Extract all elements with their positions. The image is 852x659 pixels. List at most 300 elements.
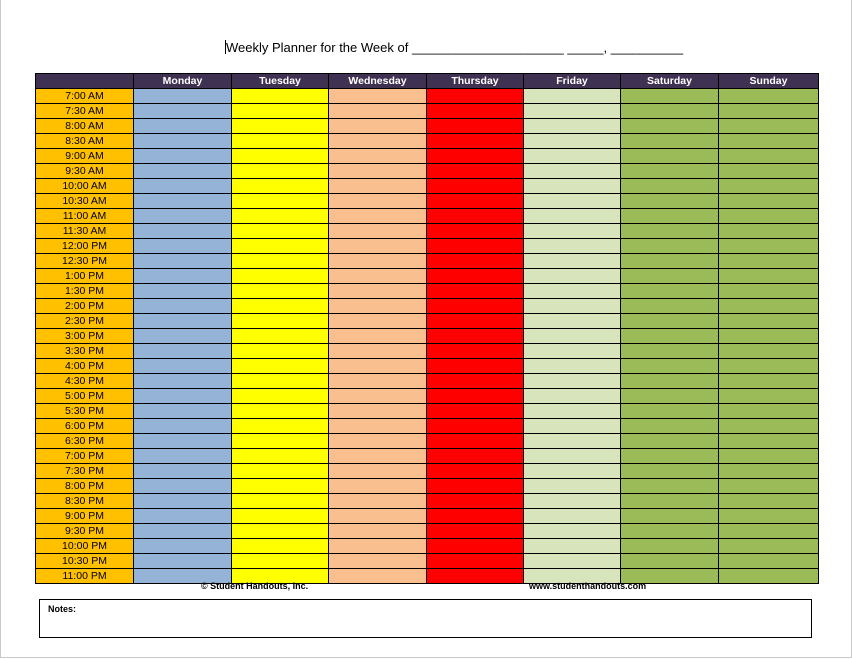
slot-cell-tuesday[interactable] <box>232 299 329 314</box>
slot-cell-wednesday[interactable] <box>329 374 427 389</box>
slot-cell-thursday[interactable] <box>427 299 524 314</box>
slot-cell-tuesday[interactable] <box>232 164 329 179</box>
time-label: 12:30 PM <box>36 254 134 269</box>
slot-cell-monday[interactable] <box>134 164 232 179</box>
time-slot-row <box>36 194 819 209</box>
slot-cell-tuesday[interactable] <box>232 119 329 134</box>
slot-cell-friday[interactable] <box>524 209 621 224</box>
time-label: 1:30 PM <box>36 284 134 299</box>
slot-cell-thursday[interactable] <box>427 134 524 149</box>
day-header-thursday: Thursday <box>427 74 524 89</box>
slot-cell-sunday[interactable] <box>719 119 819 134</box>
time-label: 8:30 PM <box>36 494 134 509</box>
slot-cell-wednesday[interactable] <box>329 509 427 524</box>
slot-cell-sunday[interactable] <box>719 464 819 479</box>
slot-cell-saturday[interactable] <box>621 449 719 464</box>
time-label: 6:30 PM <box>36 434 134 449</box>
time-slot-row <box>36 269 819 284</box>
slot-cell-sunday[interactable] <box>719 419 819 434</box>
slot-cell-friday[interactable] <box>524 149 621 164</box>
slot-cell-tuesday[interactable] <box>232 509 329 524</box>
slot-cell-friday[interactable] <box>524 494 621 509</box>
slot-cell-saturday[interactable] <box>621 194 719 209</box>
slot-cell-tuesday[interactable] <box>232 284 329 299</box>
slot-cell-sunday[interactable] <box>719 314 819 329</box>
slot-cell-monday[interactable] <box>134 194 232 209</box>
time-label: 5:00 PM <box>36 389 134 404</box>
time-slot-row <box>36 314 819 329</box>
slot-cell-sunday[interactable] <box>719 404 819 419</box>
time-label: 10:00 AM <box>36 179 134 194</box>
time-slot-row <box>36 179 819 194</box>
day-header-sunday: Sunday <box>719 74 819 89</box>
slot-cell-friday[interactable] <box>524 89 621 104</box>
slot-cell-friday[interactable] <box>524 299 621 314</box>
slot-cell-monday[interactable] <box>134 299 232 314</box>
slot-cell-wednesday[interactable] <box>329 419 427 434</box>
time-slot-row <box>36 209 819 224</box>
slot-cell-thursday[interactable] <box>427 434 524 449</box>
slot-cell-tuesday[interactable] <box>232 329 329 344</box>
slot-cell-sunday[interactable] <box>719 239 819 254</box>
slot-cell-tuesday[interactable] <box>232 104 329 119</box>
time-label: 2:00 PM <box>36 299 134 314</box>
slot-cell-tuesday[interactable] <box>232 479 329 494</box>
slot-cell-saturday[interactable] <box>621 554 719 569</box>
slot-cell-tuesday[interactable] <box>232 389 329 404</box>
slot-cell-saturday[interactable] <box>621 134 719 149</box>
slot-cell-sunday[interactable] <box>719 344 819 359</box>
slot-cell-tuesday[interactable] <box>232 209 329 224</box>
slot-cell-sunday[interactable] <box>719 479 819 494</box>
day-header-wednesday: Wednesday <box>329 74 427 89</box>
slot-cell-thursday[interactable] <box>427 164 524 179</box>
slot-cell-thursday[interactable] <box>427 254 524 269</box>
time-slot-row <box>36 434 819 449</box>
slot-cell-thursday[interactable] <box>427 119 524 134</box>
time-label: 3:00 PM <box>36 329 134 344</box>
slot-cell-monday[interactable] <box>134 554 232 569</box>
slot-cell-tuesday[interactable] <box>232 89 329 104</box>
slot-cell-wednesday[interactable] <box>329 389 427 404</box>
slot-cell-wednesday[interactable] <box>329 299 427 314</box>
slot-cell-friday[interactable] <box>524 404 621 419</box>
time-slot-row <box>36 344 819 359</box>
slot-cell-thursday[interactable] <box>427 344 524 359</box>
slot-cell-wednesday[interactable] <box>329 404 427 419</box>
slot-cell-thursday[interactable] <box>427 179 524 194</box>
slot-cell-monday[interactable] <box>134 479 232 494</box>
time-slot-row <box>36 374 819 389</box>
slot-cell-tuesday[interactable] <box>232 374 329 389</box>
slot-cell-friday[interactable] <box>524 524 621 539</box>
slot-cell-monday[interactable] <box>134 239 232 254</box>
slot-cell-saturday[interactable] <box>621 149 719 164</box>
slot-cell-friday[interactable] <box>524 389 621 404</box>
slot-cell-tuesday[interactable] <box>232 344 329 359</box>
slot-cell-wednesday[interactable] <box>329 329 427 344</box>
slot-cell-wednesday[interactable] <box>329 539 427 554</box>
slot-cell-saturday[interactable] <box>621 434 719 449</box>
slot-cell-wednesday[interactable] <box>329 284 427 299</box>
slot-cell-wednesday[interactable] <box>329 524 427 539</box>
slot-cell-thursday[interactable] <box>427 539 524 554</box>
slot-cell-friday[interactable] <box>524 164 621 179</box>
slot-cell-tuesday[interactable] <box>232 134 329 149</box>
slot-cell-thursday[interactable] <box>427 209 524 224</box>
slot-cell-wednesday[interactable] <box>329 164 427 179</box>
slot-cell-sunday[interactable] <box>719 89 819 104</box>
slot-cell-wednesday[interactable] <box>329 209 427 224</box>
slot-cell-sunday[interactable] <box>719 524 819 539</box>
slot-cell-sunday[interactable] <box>719 284 819 299</box>
slot-cell-saturday[interactable] <box>621 524 719 539</box>
slot-cell-friday[interactable] <box>524 314 621 329</box>
slot-cell-tuesday[interactable] <box>232 554 329 569</box>
time-slot-row <box>36 224 819 239</box>
slot-cell-saturday[interactable] <box>621 89 719 104</box>
slot-cell-friday[interactable] <box>524 464 621 479</box>
slot-cell-friday[interactable] <box>524 269 621 284</box>
time-slot-row <box>36 119 819 134</box>
slot-cell-thursday[interactable] <box>427 479 524 494</box>
time-label: 7:00 AM <box>36 89 134 104</box>
time-slot-row <box>36 239 819 254</box>
slot-cell-wednesday[interactable] <box>329 434 427 449</box>
time-label: 8:00 PM <box>36 479 134 494</box>
time-label: 7:30 AM <box>36 104 134 119</box>
slot-cell-tuesday[interactable] <box>232 449 329 464</box>
slot-cell-saturday[interactable] <box>621 314 719 329</box>
time-slot-row <box>36 254 819 269</box>
slot-cell-tuesday[interactable] <box>232 524 329 539</box>
slot-cell-sunday[interactable] <box>719 134 819 149</box>
day-header-friday: Friday <box>524 74 621 89</box>
slot-cell-tuesday[interactable] <box>232 254 329 269</box>
slot-cell-monday[interactable] <box>134 254 232 269</box>
slot-cell-monday[interactable] <box>134 464 232 479</box>
slot-cell-friday[interactable] <box>524 104 621 119</box>
time-slot-row <box>36 494 819 509</box>
time-label: 9:00 PM <box>36 509 134 524</box>
slot-cell-sunday[interactable] <box>719 434 819 449</box>
time-slot-row <box>36 164 819 179</box>
slot-cell-tuesday[interactable] <box>232 194 329 209</box>
slot-cell-tuesday[interactable] <box>232 404 329 419</box>
slot-cell-sunday[interactable] <box>719 359 819 374</box>
slot-cell-saturday[interactable] <box>621 209 719 224</box>
slot-cell-friday[interactable] <box>524 539 621 554</box>
slot-cell-tuesday[interactable] <box>232 314 329 329</box>
slot-cell-saturday[interactable] <box>621 374 719 389</box>
slot-cell-friday[interactable] <box>524 434 621 449</box>
slot-cell-sunday[interactable] <box>719 209 819 224</box>
slot-cell-sunday[interactable] <box>719 194 819 209</box>
slot-cell-friday[interactable] <box>524 449 621 464</box>
time-slot-row <box>36 509 819 524</box>
time-slot-row <box>36 404 819 419</box>
slot-cell-saturday[interactable] <box>621 119 719 134</box>
slot-cell-friday[interactable] <box>524 359 621 374</box>
time-slot-row <box>36 419 819 434</box>
time-label: 11:00 PM <box>36 569 134 584</box>
slot-cell-wednesday[interactable] <box>329 494 427 509</box>
slot-cell-thursday[interactable] <box>427 389 524 404</box>
slot-cell-friday[interactable] <box>524 329 621 344</box>
slot-cell-monday[interactable] <box>134 509 232 524</box>
slot-cell-wednesday[interactable] <box>329 134 427 149</box>
slot-cell-saturday[interactable] <box>621 479 719 494</box>
slot-cell-saturday[interactable] <box>621 494 719 509</box>
slot-cell-thursday[interactable] <box>427 374 524 389</box>
slot-cell-thursday[interactable] <box>427 239 524 254</box>
slot-cell-monday[interactable] <box>134 359 232 374</box>
slot-cell-saturday[interactable] <box>621 419 719 434</box>
slot-cell-tuesday[interactable] <box>232 269 329 284</box>
slot-cell-thursday[interactable] <box>427 419 524 434</box>
slot-cell-sunday[interactable] <box>719 554 819 569</box>
time-slot-row <box>36 149 819 164</box>
day-header-monday: Monday <box>134 74 232 89</box>
planner-title[interactable] <box>225 40 683 55</box>
slot-cell-thursday[interactable] <box>427 359 524 374</box>
slot-cell-saturday[interactable] <box>621 224 719 239</box>
slot-cell-thursday[interactable] <box>427 449 524 464</box>
slot-cell-wednesday[interactable] <box>329 239 427 254</box>
slot-cell-thursday[interactable] <box>427 509 524 524</box>
slot-cell-thursday[interactable] <box>427 569 524 584</box>
slot-cell-thursday[interactable] <box>427 104 524 119</box>
slot-cell-saturday[interactable] <box>621 329 719 344</box>
slot-cell-thursday[interactable] <box>427 554 524 569</box>
slot-cell-saturday[interactable] <box>621 179 719 194</box>
slot-cell-saturday[interactable] <box>621 359 719 374</box>
slot-cell-wednesday[interactable] <box>329 449 427 464</box>
slot-cell-monday[interactable] <box>134 389 232 404</box>
slot-cell-thursday[interactable] <box>427 284 524 299</box>
slot-cell-wednesday[interactable] <box>329 479 427 494</box>
slot-cell-thursday[interactable] <box>427 194 524 209</box>
slot-cell-sunday[interactable] <box>719 269 819 284</box>
slot-cell-thursday[interactable] <box>427 494 524 509</box>
time-slot-row <box>36 89 819 104</box>
slot-cell-sunday[interactable] <box>719 389 819 404</box>
time-label: 11:30 AM <box>36 224 134 239</box>
planner-body <box>36 89 819 584</box>
slot-cell-wednesday[interactable] <box>329 224 427 239</box>
slot-cell-tuesday[interactable] <box>232 224 329 239</box>
slot-cell-friday[interactable] <box>524 284 621 299</box>
slot-cell-tuesday[interactable] <box>232 239 329 254</box>
copyright-footer: © Student Handouts, Inc. <box>201 581 309 591</box>
slot-cell-friday[interactable] <box>524 134 621 149</box>
slot-cell-wednesday[interactable] <box>329 89 427 104</box>
time-slot-row <box>36 554 819 569</box>
slot-cell-thursday[interactable] <box>427 224 524 239</box>
time-label: 11:00 AM <box>36 209 134 224</box>
slot-cell-monday[interactable] <box>134 209 232 224</box>
slot-cell-saturday[interactable] <box>621 404 719 419</box>
time-label: 5:30 PM <box>36 404 134 419</box>
time-slot-row <box>36 464 819 479</box>
time-label: 9:30 PM <box>36 524 134 539</box>
slot-cell-wednesday[interactable] <box>329 359 427 374</box>
time-label: 4:30 PM <box>36 374 134 389</box>
slot-cell-thursday[interactable] <box>427 314 524 329</box>
time-label: 8:30 AM <box>36 134 134 149</box>
slot-cell-saturday[interactable] <box>621 464 719 479</box>
slot-cell-wednesday[interactable] <box>329 179 427 194</box>
slot-cell-tuesday[interactable] <box>232 359 329 374</box>
time-label: 9:00 AM <box>36 149 134 164</box>
slot-cell-saturday[interactable] <box>621 344 719 359</box>
slot-cell-thursday[interactable] <box>427 149 524 164</box>
slot-cell-sunday[interactable] <box>719 104 819 119</box>
slot-cell-sunday[interactable] <box>719 299 819 314</box>
slot-cell-sunday[interactable] <box>719 329 819 344</box>
slot-cell-monday[interactable] <box>134 449 232 464</box>
slot-cell-friday[interactable] <box>524 239 621 254</box>
slot-cell-monday[interactable] <box>134 269 232 284</box>
slot-cell-monday[interactable] <box>134 119 232 134</box>
slot-cell-friday[interactable] <box>524 374 621 389</box>
slot-cell-friday[interactable] <box>524 554 621 569</box>
slot-cell-sunday[interactable] <box>719 449 819 464</box>
slot-cell-wednesday[interactable] <box>329 194 427 209</box>
slot-cell-saturday[interactable] <box>621 299 719 314</box>
slot-cell-friday[interactable] <box>524 509 621 524</box>
slot-cell-wednesday[interactable] <box>329 104 427 119</box>
slot-cell-friday[interactable] <box>524 119 621 134</box>
slot-cell-monday[interactable] <box>134 419 232 434</box>
planner-title-text: Weekly Planner for the Week of _____________________ _____, __________ <box>226 40 684 55</box>
slot-cell-monday[interactable] <box>134 224 232 239</box>
slot-cell-thursday[interactable] <box>427 89 524 104</box>
time-slot-row <box>36 359 819 374</box>
slot-cell-tuesday[interactable] <box>232 149 329 164</box>
slot-cell-monday[interactable] <box>134 149 232 164</box>
slot-cell-sunday[interactable] <box>719 224 819 239</box>
slot-cell-tuesday[interactable] <box>232 434 329 449</box>
slot-cell-thursday[interactable] <box>427 404 524 419</box>
slot-cell-friday[interactable] <box>524 254 621 269</box>
notes-label: Notes: <box>48 604 77 614</box>
notes-box[interactable] <box>39 599 812 638</box>
slot-cell-sunday[interactable] <box>719 149 819 164</box>
time-label: 10:00 PM <box>36 539 134 554</box>
slot-cell-tuesday[interactable] <box>232 539 329 554</box>
slot-cell-friday[interactable] <box>524 419 621 434</box>
slot-cell-saturday[interactable] <box>621 254 719 269</box>
slot-cell-wednesday[interactable] <box>329 314 427 329</box>
slot-cell-sunday[interactable] <box>719 179 819 194</box>
slot-cell-wednesday[interactable] <box>329 269 427 284</box>
slot-cell-tuesday[interactable] <box>232 464 329 479</box>
slot-cell-wednesday[interactable] <box>329 569 427 584</box>
slot-cell-wednesday[interactable] <box>329 119 427 134</box>
slot-cell-monday[interactable] <box>134 524 232 539</box>
slot-cell-friday[interactable] <box>524 194 621 209</box>
time-slot-row <box>36 134 819 149</box>
slot-cell-monday[interactable] <box>134 314 232 329</box>
time-slot-row <box>36 524 819 539</box>
time-slot-row <box>36 389 819 404</box>
slot-cell-sunday[interactable] <box>719 569 819 584</box>
time-label: 3:30 PM <box>36 344 134 359</box>
slot-cell-wednesday[interactable] <box>329 149 427 164</box>
slot-cell-tuesday[interactable] <box>232 179 329 194</box>
slot-cell-saturday[interactable] <box>621 269 719 284</box>
time-slot-row <box>36 299 819 314</box>
slot-cell-monday[interactable] <box>134 374 232 389</box>
slot-cell-saturday[interactable] <box>621 104 719 119</box>
slot-cell-sunday[interactable] <box>719 509 819 524</box>
time-slot-row <box>36 539 819 554</box>
slot-cell-monday[interactable] <box>134 179 232 194</box>
time-slot-row <box>36 329 819 344</box>
slot-cell-wednesday[interactable] <box>329 344 427 359</box>
slot-cell-saturday[interactable] <box>621 284 719 299</box>
day-header-saturday: Saturday <box>621 74 719 89</box>
slot-cell-sunday[interactable] <box>719 164 819 179</box>
slot-cell-friday[interactable] <box>524 224 621 239</box>
slot-cell-monday[interactable] <box>134 104 232 119</box>
slot-cell-tuesday[interactable] <box>232 494 329 509</box>
time-label: 7:00 PM <box>36 449 134 464</box>
slot-cell-thursday[interactable] <box>427 329 524 344</box>
slot-cell-friday[interactable] <box>524 179 621 194</box>
slot-cell-wednesday[interactable] <box>329 464 427 479</box>
time-label: 7:30 PM <box>36 464 134 479</box>
slot-cell-friday[interactable] <box>524 344 621 359</box>
time-label: 9:30 AM <box>36 164 134 179</box>
slot-cell-saturday[interactable] <box>621 539 719 554</box>
slot-cell-monday[interactable] <box>134 539 232 554</box>
slot-cell-saturday[interactable] <box>621 164 719 179</box>
slot-cell-monday[interactable] <box>134 494 232 509</box>
slot-cell-monday[interactable] <box>134 404 232 419</box>
slot-cell-saturday[interactable] <box>621 389 719 404</box>
slot-cell-thursday[interactable] <box>427 269 524 284</box>
slot-cell-saturday[interactable] <box>621 509 719 524</box>
slot-cell-thursday[interactable] <box>427 524 524 539</box>
slot-cell-monday[interactable] <box>134 89 232 104</box>
slot-cell-sunday[interactable] <box>719 494 819 509</box>
slot-cell-monday[interactable] <box>134 329 232 344</box>
time-slot-row <box>36 479 819 494</box>
website-footer: www.studenthandouts.com <box>529 581 647 591</box>
time-slot-row <box>36 569 819 584</box>
time-slot-row <box>36 104 819 119</box>
time-label: 2:30 PM <box>36 314 134 329</box>
time-label: 8:00 AM <box>36 119 134 134</box>
slot-cell-tuesday[interactable] <box>232 419 329 434</box>
slot-cell-monday[interactable] <box>134 134 232 149</box>
slot-cell-wednesday[interactable] <box>329 554 427 569</box>
slot-cell-thursday[interactable] <box>427 464 524 479</box>
slot-cell-monday[interactable] <box>134 284 232 299</box>
slot-cell-sunday[interactable] <box>719 539 819 554</box>
time-slot-row <box>36 284 819 299</box>
time-column-header <box>36 74 134 89</box>
slot-cell-monday[interactable] <box>134 344 232 359</box>
slot-cell-friday[interactable] <box>524 479 621 494</box>
slot-cell-wednesday[interactable] <box>329 254 427 269</box>
slot-cell-monday[interactable] <box>134 434 232 449</box>
slot-cell-sunday[interactable] <box>719 374 819 389</box>
slot-cell-saturday[interactable] <box>621 239 719 254</box>
slot-cell-sunday[interactable] <box>719 254 819 269</box>
